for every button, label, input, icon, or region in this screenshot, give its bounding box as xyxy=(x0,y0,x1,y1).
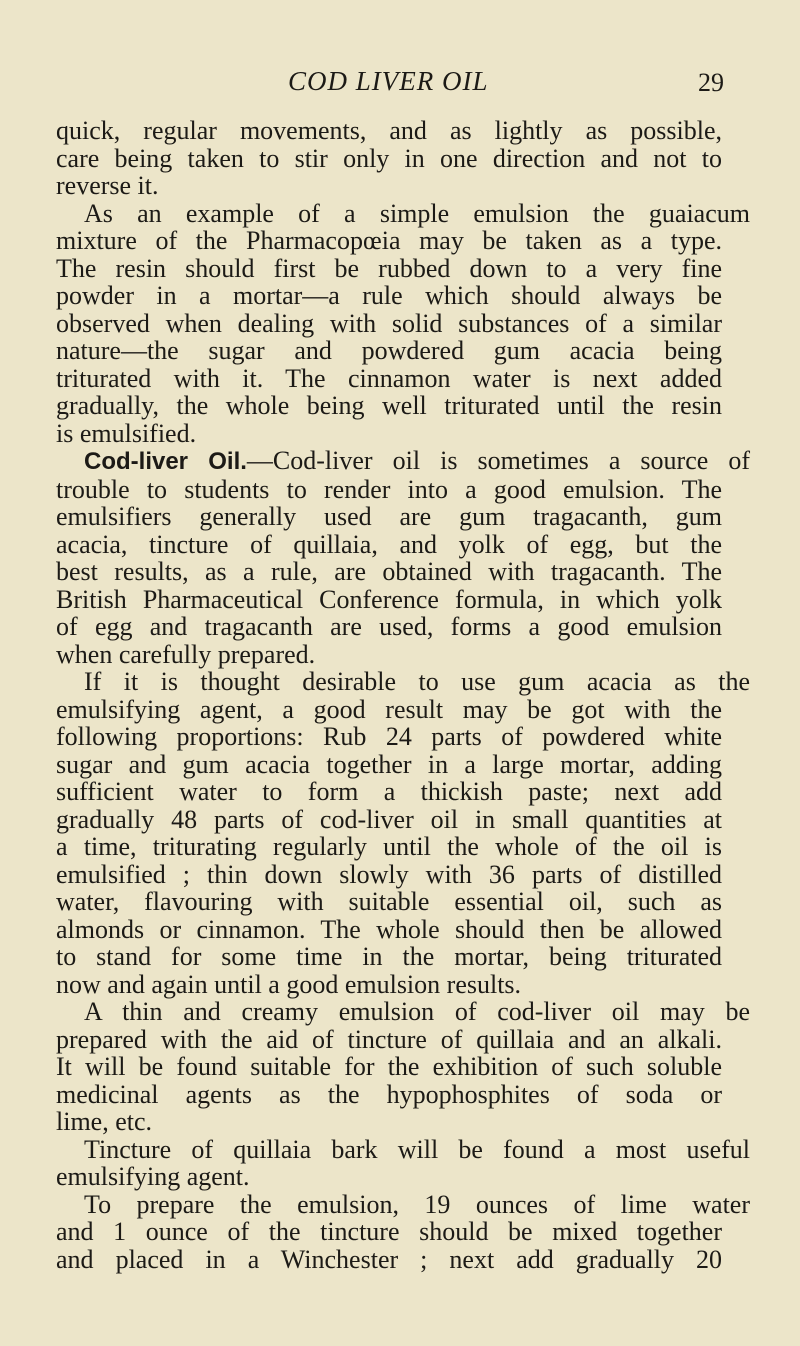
running-head xyxy=(0,66,800,106)
text-line xyxy=(56,310,722,338)
line-text: If it is thought desirable to use gum acacia as the xyxy=(84,667,750,696)
text-line xyxy=(56,916,722,944)
line-text: —Cod-liver oil is sometimes a source of xyxy=(246,446,750,475)
line-text: following proportions: Rub 24 parts of powdered white xyxy=(56,722,722,751)
line-text: and placed in a Winchester ; next add gradually 20 xyxy=(56,1244,722,1274)
text-line xyxy=(56,833,722,861)
text-line xyxy=(56,558,722,586)
text-line xyxy=(56,145,722,173)
text-line xyxy=(56,365,722,393)
text-line xyxy=(56,696,722,724)
line-text: emulsified ; thin down slowly with 36 parts of distilled xyxy=(56,859,722,889)
body-text xyxy=(56,116,750,1274)
line-text: lime, etc. xyxy=(56,1107,153,1136)
line-text: sugar and gum acacia together in a large mortar, adding xyxy=(56,749,722,779)
text-line xyxy=(56,861,722,889)
text-line xyxy=(56,227,722,255)
text-line xyxy=(56,668,750,696)
text-line xyxy=(56,723,722,751)
line-text: gradually, the whole being well triturated until the resin xyxy=(56,391,722,420)
line-text: when carefully prepared. xyxy=(56,639,316,669)
text-line xyxy=(56,1218,722,1246)
line-text: emulsifying agent. xyxy=(56,1162,250,1191)
text-line xyxy=(56,255,722,283)
text-line xyxy=(56,172,722,200)
text-line xyxy=(56,641,722,669)
line-text: care being taken to stir only in one direction and not to xyxy=(56,143,722,173)
text-line xyxy=(56,392,722,420)
text-line xyxy=(56,337,722,365)
line-text: To prepare the emulsion, 19 ounces of lime water xyxy=(84,1189,750,1219)
section-heading-line xyxy=(56,447,750,476)
text-line xyxy=(56,200,750,228)
line-text: is emulsified. xyxy=(56,418,197,448)
text-line xyxy=(56,806,722,834)
line-text: almonds or cinnamon. The whole should then be allowed xyxy=(56,914,722,944)
line-text: Tincture of quillaia bark will be found a most useful xyxy=(84,1134,750,1164)
text-line xyxy=(56,943,722,971)
text-line xyxy=(56,613,722,641)
text-line xyxy=(56,1246,722,1274)
text-line xyxy=(56,1053,722,1081)
text-line xyxy=(56,117,722,145)
text-line xyxy=(56,1163,722,1191)
line-text: sufficient water to form a thickish paste; next add xyxy=(56,777,722,806)
text-line xyxy=(56,888,722,916)
text-line xyxy=(56,971,722,999)
text-line xyxy=(56,420,722,448)
line-text: powder in a mortar—a rule which should always be xyxy=(56,281,722,310)
page-number: 29 xyxy=(698,68,724,97)
line-text: triturated with it. The cinnamon water is next added xyxy=(56,363,722,393)
text-line xyxy=(56,1108,722,1136)
line-text: reverse it. xyxy=(56,171,159,200)
text-line xyxy=(56,586,722,614)
text-line xyxy=(56,503,722,531)
line-text: mixture of the Pharmacopœia may be taken as a type. xyxy=(56,226,722,255)
line-text: now and again until a good emulsion results. xyxy=(56,969,522,999)
text-line xyxy=(56,531,722,559)
line-text: best results, as a rule, are obtained with tragacanth. The xyxy=(56,557,722,586)
line-text: trouble to students to render into a good emulsion. The xyxy=(56,474,722,504)
text-line xyxy=(56,476,722,504)
line-text: observed when dealing with solid substances of a similar xyxy=(56,308,722,338)
line-text: a time, triturating regularly until the whole of the oil is xyxy=(56,832,722,861)
line-text: It will be found suitable for the exhibition of such soluble xyxy=(56,1052,722,1081)
line-text: gradually 48 parts of cod-liver oil in small quantities at xyxy=(56,804,722,834)
line-text: to stand for some time in the mortar, being triturated xyxy=(56,942,722,971)
line-text: A thin and creamy emulsion of cod-liver oil may be xyxy=(84,997,750,1026)
text-line xyxy=(56,1136,750,1164)
line-text: and 1 ounce of the tincture should be mixed together xyxy=(56,1217,722,1246)
line-text: acacia, tincture of quillaia, and yolk of egg, but the xyxy=(56,529,722,559)
line-text: nature—the sugar and powdered gum acacia being xyxy=(56,336,722,365)
text-line xyxy=(56,998,750,1026)
line-text: emulsifying agent, a good result may be got with the xyxy=(56,694,722,724)
text-line xyxy=(56,1026,722,1054)
running-title: COD LIVER OIL xyxy=(288,66,489,96)
line-text: of egg and tragacanth are used, forms a good emulsion xyxy=(56,612,722,641)
line-text: The resin should first be rubbed down to a very fine xyxy=(56,253,722,283)
text-line xyxy=(56,751,722,779)
text-line xyxy=(56,778,722,806)
line-text: water, flavouring with suitable essential oil, such as xyxy=(56,887,722,916)
line-text: emulsifiers generally used are gum tragacanth, gum xyxy=(56,502,722,531)
text-line xyxy=(56,282,722,310)
line-text: quick, regular movements, and as lightly as possible, xyxy=(56,116,722,145)
section-heading: Cod-liver Oil. xyxy=(84,448,247,475)
line-text: medicinal agents as the hypophosphites of soda or xyxy=(56,1079,722,1109)
text-line xyxy=(56,1081,722,1109)
line-text: British Pharmaceutical Conference formula, in which yolk xyxy=(56,584,722,614)
line-text: As an example of a simple emulsion the guaiacum xyxy=(84,198,750,228)
line-text: prepared with the aid of tincture of quillaia and an alkali. xyxy=(56,1024,722,1054)
text-line xyxy=(56,1191,750,1219)
